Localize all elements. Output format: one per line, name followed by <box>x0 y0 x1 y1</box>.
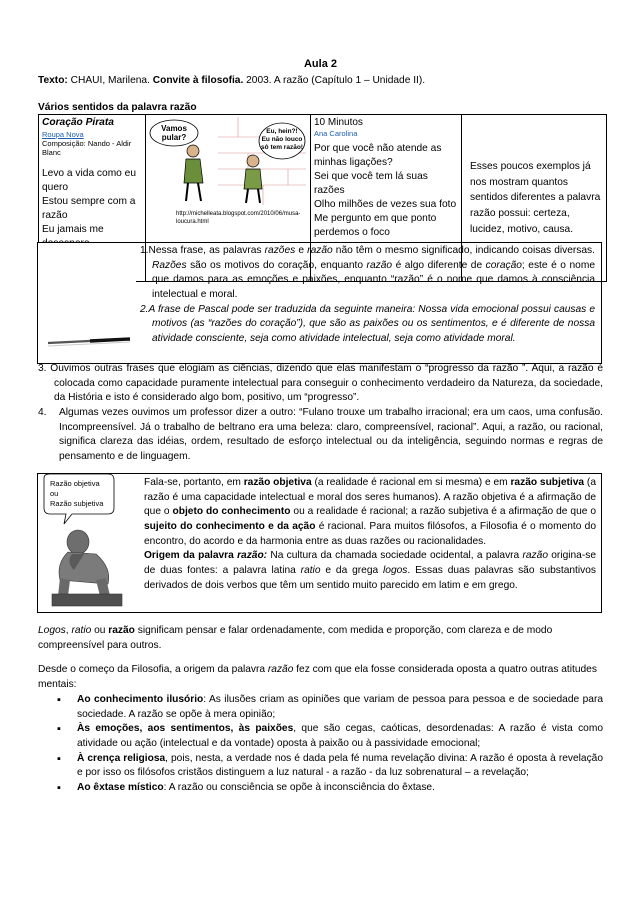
song-line: Estou sempre com a razão <box>42 195 136 221</box>
song-title: Coração Pirata <box>42 117 114 129</box>
razao-paragraph-2: Origem da palavra razão: Na cultura da chamada sociedade ocidental, a palavra razão origina-se de duas fontes: a palavra latina ratio e da grega logos. Essas duas palavras são substantivos derivados de dois verbos que têm um sentido muito parecido em latim e em grego. <box>144 550 596 591</box>
pen-illustration <box>38 243 136 361</box>
svg-text:Eu, hein?!: Eu, hein?! <box>266 128 298 136</box>
section-title: Vários sentidos da palavra razão <box>38 102 197 114</box>
svg-text:Razão subjetiva: Razão subjetiva <box>50 499 104 508</box>
razao-box <box>37 473 602 613</box>
item-4-text: Algumas vezes ouvimos um professor dizer a outro: “Fulano trouxe um trabalho irracional; era um caos, uma confusão. Incompreensível. Já o trabalho de beltrano era uma beleza: claro, compreensível, racional”. Aqui, a razão, ou racional, significa clareza das idéias, ordem, resultado de esforço intelectual ou da inteligência, seguindo normas e regras de pensamento e de linguagem. <box>59 407 603 463</box>
document-page <box>38 0 603 282</box>
song2-lyrics <box>314 142 458 241</box>
song2-line: Sei que você tem lá suas razões <box>314 170 428 196</box>
pascal-box <box>37 242 602 364</box>
song-line: Levo a vida como eu quero <box>42 167 137 193</box>
texto-book: Convite à filosofia. <box>152 74 244 86</box>
svg-text:ou: ou <box>50 489 59 498</box>
svg-text:Razão objetiva: Razão objetiva <box>50 479 100 488</box>
list-item: ▪ À crença religiosa, pois, nesta, a verdade nos é dada pela fé numa revelação divina: A razão é oposta à revelação e por isso os filósofos cristãos distinguem a luz natural - a razão - da luz sobrenatural – a revelação; <box>77 752 603 781</box>
song2-line: Olho milhões de vezes sua foto <box>314 199 457 211</box>
item-4-number: 4. <box>38 407 47 418</box>
pascal-item-1: 1.Nessa frase, as palavras razões e razão não têm o mesmo significado, indicando coisas diversas. Razões são os motivos do coração, enquanto razão é algo diferente de coração; este é o nome que damos para as emoções e paixões, enquanto “razão” é o nome que damos à consciência intelectual e moral. <box>140 245 596 301</box>
item-3: 3. Ouvimos outras frases que elogiam as ciências, dizendo que elas manifestam o “progresso da razão ”. Aqui, a razão é colocada como capacidade puramente intelectual para conseguir o conhecimento verdadeiro da Natureza, da sociedade, da História e isto é considerado algo bom, positivo, um “progresso”. <box>38 363 603 404</box>
texto-author: CHAUI, Marilena. <box>67 74 153 86</box>
list-item: ▪ Ao êxtase místico: A razão ou consciência se opõe à inconsciência do êxtase. <box>77 781 603 796</box>
song2-artist: Ana Carolina <box>314 129 358 139</box>
song2-line: Me pergunto em que ponto perdemos o foco <box>314 213 437 239</box>
razao-text <box>144 476 596 594</box>
list-item: ▪ Ao conhecimento ilusório: As ilusões criam as opiniões que variam de pessoa para pessoa e de sociedade para sociedade. A razão se opõe à mera opinião; <box>77 693 603 722</box>
texto-rest: 2003. A razão (Capítulo 1 – Unidade II). <box>243 74 426 86</box>
pascal-text <box>140 244 595 347</box>
song2-line: Por que você não atende as minhas ligações? <box>314 142 442 168</box>
song2-title: 10 Minutos <box>314 117 363 129</box>
razao-paragraph-1: Fala-se, portanto, em razão objetiva (a realidade é racional em si mesma) e em razão subjetiva (a razão é uma capacidade intelectual e moral dos seres humanos). A razão objetiva é a afirmação de que o objeto do conhecimento ou a realidade é racional; a razão subjetiva é a afirmação de que o sujeito do conhecimento e da ação é racional. Para muitos filósofos, a Filosofia é o momento do encontro, do acordo e da harmonia entre as duas razões ou racionalidades. <box>144 477 597 547</box>
song-band-link[interactable]: Roupa Nova <box>42 129 84 139</box>
song-line: Eu jamais me <box>42 224 104 235</box>
texto-label: Texto: <box>38 74 68 86</box>
svg-text:pular?: pular? <box>161 133 187 143</box>
svg-text:Vamos: Vamos <box>161 124 187 134</box>
text-reference <box>38 74 603 88</box>
oppositions-list <box>57 693 603 796</box>
logos-paragraph: Logos, ratio ou razão significam pensar e falar ordenadamente, com medida e proporção, com clareza e de modo compreensível para outros. <box>38 625 553 651</box>
svg-text:sô tem razão!: sô tem razão! <box>261 144 303 152</box>
origin-paragraph: Desde o começo da Filosofia, a origem da palavra razão fez com que ela fosse considerada oposta a quatro outras atitudes mentais: <box>38 664 597 690</box>
thinker-illustration <box>38 474 138 610</box>
pascal-item-2: 2.A frase de Pascal pode ser traduzida da seguinte maneira: Nossa vida emocional possui causas e motivos (as “razões do coração”), que são as paixões ou os sentimentos, e é diferente de nossa atividade consciente, seja como atividade intelectual, seja como atividade moral. <box>140 303 595 345</box>
list-item: ▪ Às emoções, aos sentimentos, às paixões, que são cegas, caóticas, desordenadas: A razão é vista como atividade ou ação (intelectual e da vontade) oposta à paixão ou à passividade emocional; <box>77 722 603 751</box>
note-text: Esses poucos exemplos já nos mostram quantos sentidos diferentes a palavra razão possui: certeza, lucidez, motivo, causa. <box>470 160 601 236</box>
cartoon-illustration <box>148 117 306 205</box>
cartoon-url: http://michelleata.blogspot.com/2010/06/musa-loucura.html <box>176 210 301 225</box>
item-4 <box>38 406 603 465</box>
lesson-title: Aula 2 <box>303 58 337 70</box>
svg-text:Eu não louco: Eu não louco <box>261 136 303 144</box>
song-composer: Composição: Nando - Aldir Blanc <box>42 138 132 158</box>
